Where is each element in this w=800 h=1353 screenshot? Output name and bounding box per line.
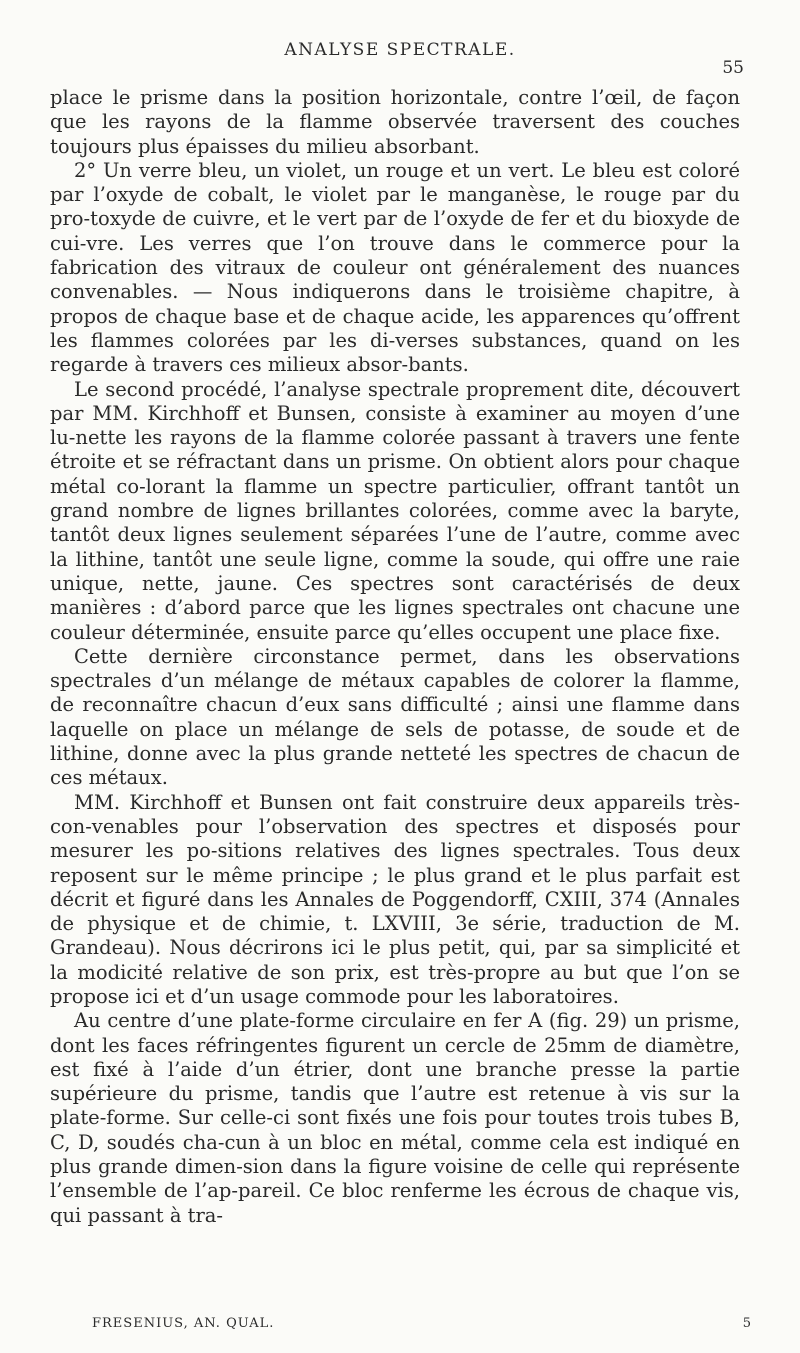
paragraph-platform: Au centre d’une plate-forme circulaire en fer A (fig. 29) un prisme, dont les faces réfringentes figurent un cercle de 25mm de diamètre, est fixé à l’aide d’un étrier, dont une branche presse la partie supérieure du prisme, tandis que l’autre est retenue à vis sur la plate-forme. Sur celle-ci sont fixés une fois pour toutes trois tubes B, C, D, soudés cha-cun à un bloc en métal, comme cela est indiqué en plus grande dimen-sion dans la figure voisine de celle qui représente l’ensemble de l’ap-pareil. Ce bloc renferme les écrous de chaque vis, qui passant à tra- [50,1009,740,1227]
sheet-number: 5 [742,1316,752,1331]
paragraph-spectral-analysis: Le second procédé, l’analyse spectrale proprement dite, découvert par MM. Kirchhoff et Bunsen, consiste à examiner au moyen d’une lu-nette les rayons de la flamme colorée passant à travers une fente étroite et se réfractant dans un prisme. On obtient alors pour chaque métal co-lorant la flamme un spectre particulier, offrant tantôt un grand nombre de lignes brillantes colorées, comme avec la baryte, tantôt deux lignes seulement séparées l’une de l’autre, comme avec la lithine, tantôt une seule ligne, comme la soude, qui offre une raie unique, nette, jaune. Ces spectres sont caractérisés de deux manières : d’abord parce que les lignes spectrales ont chacune une couleur déterminée, ensuite parce qu’elles occupent une place fixe. [50,377,740,644]
paragraph-continuation: place le prisme dans la position horizontale, contre l’œil, de façon que les rayons de la flamme observée traversent des couches toujours plus épaisses du milieu absorbant. [50,86,740,158]
body-text [50,86,740,1228]
page-footer [92,1316,752,1331]
printer-signature: FRESENIUS, AN. QUAL. [92,1316,275,1331]
paragraph-metal-mixtures: Cette dernière circonstance permet, dans les observations spectrales d’un mélange de métaux capables de colorer la flamme, de reconnaître chacun d’eux sans difficulté ; ainsi une flamme dans laquelle on place un mélange de sels de potasse, de soude et de lithine, donne avec la plus grande netteté les spectres de chacun de ces métaux. [50,644,740,790]
running-title: ANALYSE SPECTRALE. [284,40,516,60]
paragraph-colored-glasses: 2° Un verre bleu, un violet, un rouge et un vert. Le bleu est coloré par l’oxyde de cobalt, le violet par le manganèse, le rouge par du pro-toxyde de cuivre, et le vert par de l’oxyde de fer et du bioxyde de cui-vre. Les verres que l’on trouve dans le commerce pour la fabrication des vitraux de couleur ont généralement des nuances convenables. — Nous indiquerons dans le troisième chapitre, à propos de chaque base et de chaque acide, les apparences qu’offrent les flammes colorées par les di-verses substances, quand on les regarde à travers ces milieux absor-bants. [50,158,740,377]
page-number: 55 [722,58,744,78]
paragraph-apparatus: MM. Kirchhoff et Bunsen ont fait construire deux appareils très-con-venables pour l’observation des spectres et disposés pour mesurer les po-sitions relatives des lignes spectrales. Tous deux reposent sur le même principe ; le plus grand et le plus parfait est décrit et figuré dans les Annales de Poggendorff, CXIII, 374 (Annales de physique et de chimie, t. LXVIII, 3e série, traduction de M. Grandeau). Nous décrirons ici le plus petit, qui, par sa simplicité et la modicité relative de son prix, est très-propre au but que l’on se propose ici et d’un usage commode pour les laboratoires. [50,790,740,1008]
